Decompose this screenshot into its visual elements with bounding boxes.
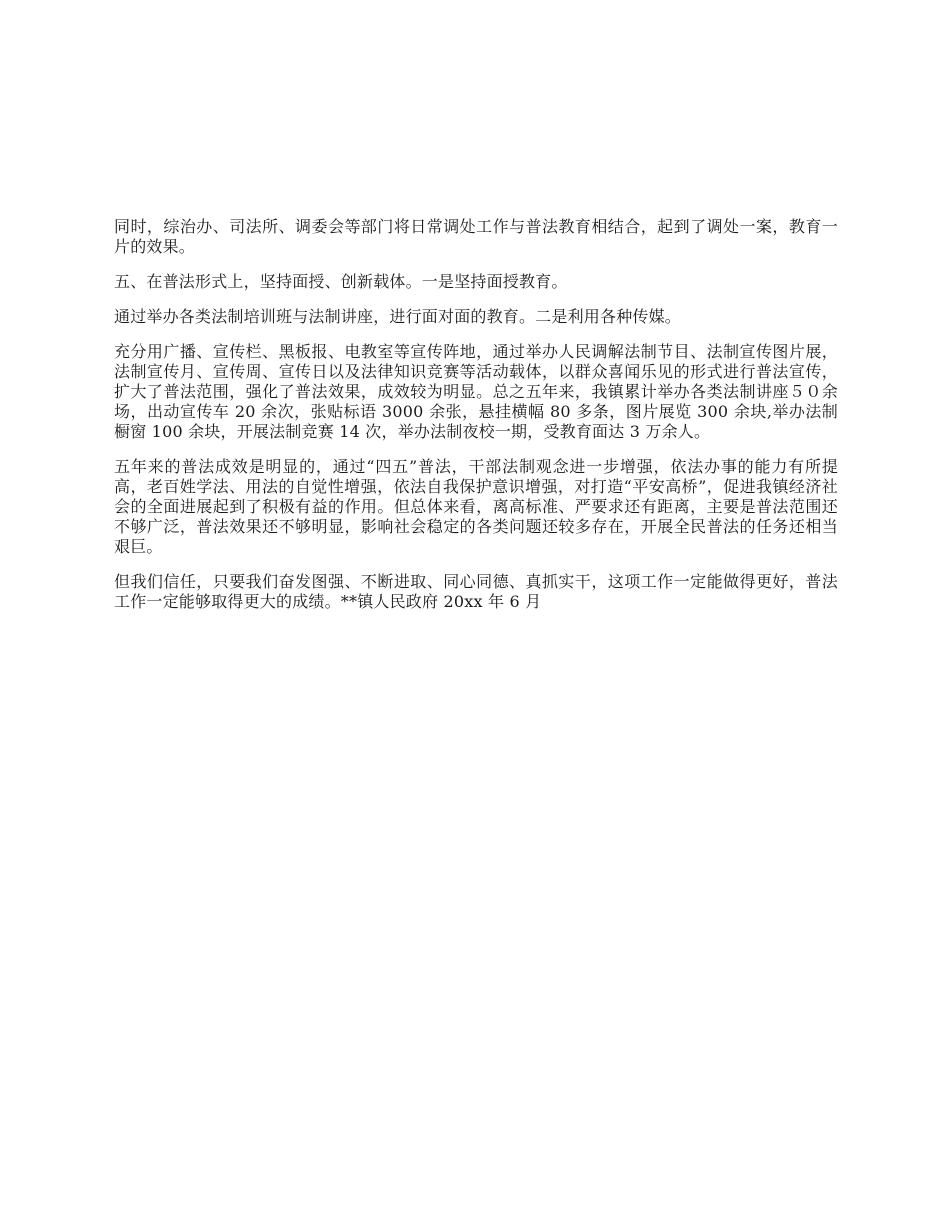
paragraph-section-five: 五、在普法形式上，坚持面授、创新载体。一是坚持面授教育。 [114, 272, 568, 291]
paragraph-closing: 但我们信任，只要我们奋发图强、不断进取、同心同德、真抓实干，这项工作一定能做得更好，普法工作一定能够取得更大的成绩。**镇人民政府 20xx 年 6 月 [114, 572, 838, 611]
paragraph-training: 通过举办各类法制培训班与法制讲座，进行面对面的教育。二是利用各种传媒。 [114, 307, 682, 326]
paragraph-results: 五年来的普法成效是明显的，通过“四五”普法，干部法制观念进一步增强，依法办事的能力有所提高，老百姓学法、用法的自觉性增强，依法自我保护意识增强，对打造“平安高桥”，促进我镇经济社会的全面进展起到了积极有益的作用。但总体来看，离高标准、严要求还有距离，主要是普法范围还不够广泛，普法效果还不够明显，影响社会稳定的各类问题还较多存在，开展全民普法的任务还相当艰巨。 [114, 457, 838, 556]
paragraph-media-summary: 充分用广播、宣传栏、黑板报、电教室等宣传阵地，通过举办人民调解法制节目、法制宣传图片展，法制宣传月、宣传周、宣传日以及法律知识竞赛等活动载体，以群众喜闻乐见的形式进行普法宣传，扩大了普法范围，强化了普法效果，成效较为明显。总之五年来，我镇累计举办各类法制讲座５０余场，出动宣传车 20 余次，张贴标语 3000 余张，悬挂横幅 80 多条，图片展览 300 余块,举办法制橱窗 100 余块，开展法制竞赛 14 次，举办法制夜校一期，受教育面达 3 万余人。 [114, 342, 838, 441]
document-body [114, 217, 838, 627]
paragraph-mediation: 同时，综治办、司法所、调委会等部门将日常调处工作与普法教育相结合，起到了调处一案，教育一片的效果。 [114, 217, 838, 256]
